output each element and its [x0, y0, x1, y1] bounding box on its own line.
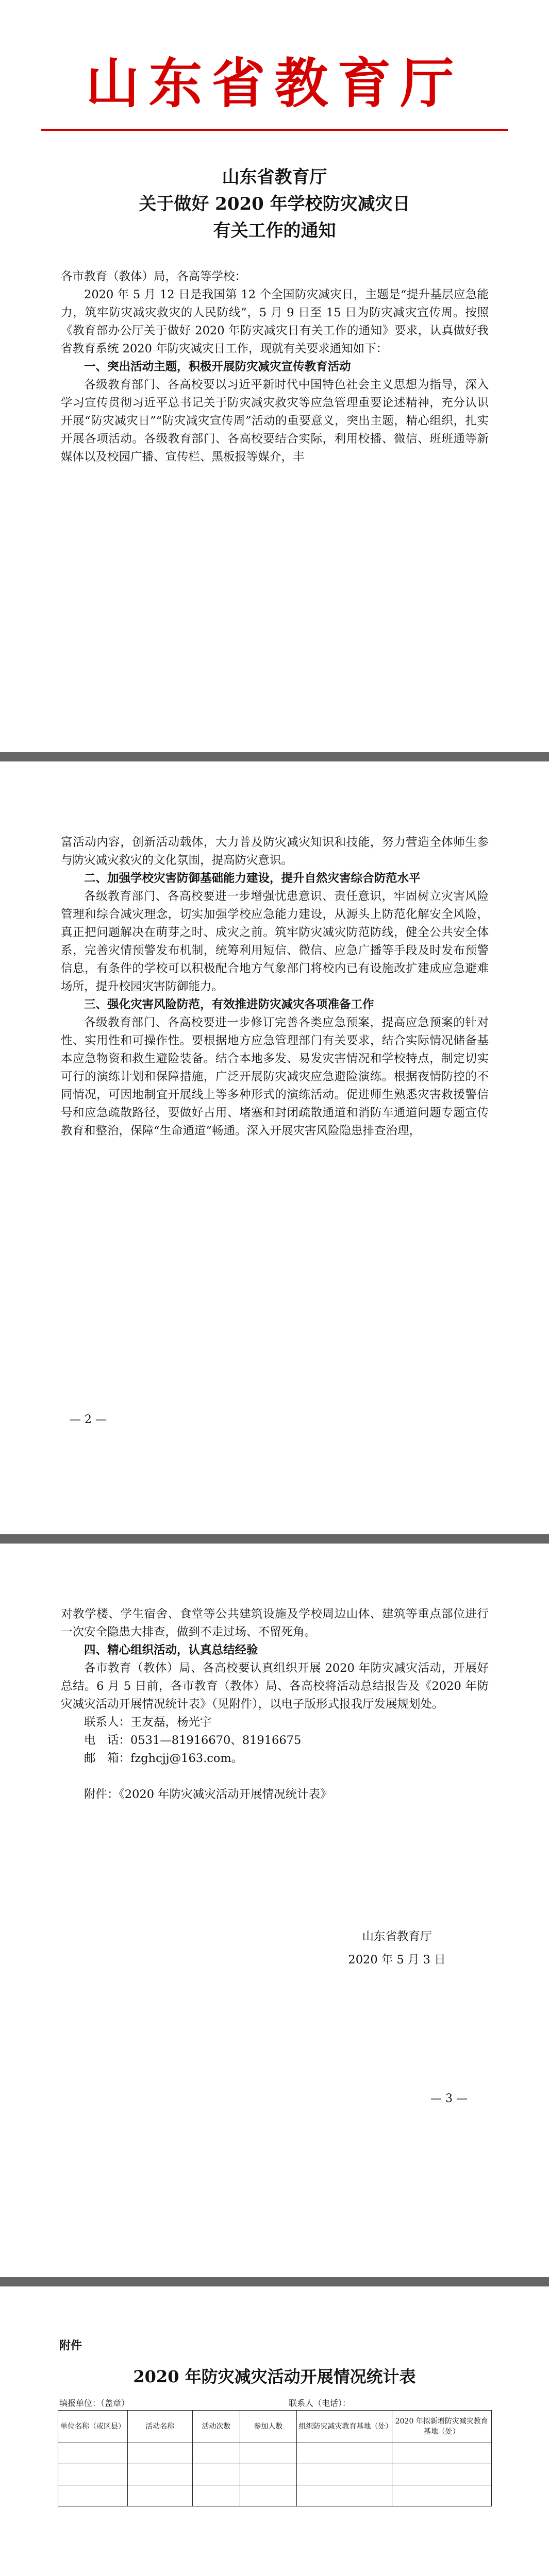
table-row	[58, 2443, 492, 2464]
section-3-heading: 三、强化灾害风险防范，有效推进防灾减灾各项准备工作	[84, 998, 374, 1011]
title-line-1: 山东省教育厅	[222, 167, 327, 188]
section-1-heading: 一、突出活动主题，积极开展防灾减灾宣传教育活动	[84, 360, 351, 374]
fill-contact-label: 联系人（电话）：	[289, 2398, 351, 2408]
table-row	[58, 2485, 492, 2506]
section-4-heading: 四、精心组织活动，认真总结经验	[84, 1643, 258, 1657]
issue-date: 2020 年 5 月 3 日	[348, 1953, 446, 1967]
page-number: — 2 —	[70, 1413, 107, 1426]
table-row	[58, 2464, 492, 2485]
column-header: 组织防灾减灾教育基地（处）	[296, 2411, 392, 2443]
red-divider-line	[41, 129, 508, 131]
statistics-table	[58, 2410, 492, 2506]
annex-label: 附件	[59, 2339, 82, 2352]
intro-paragraph: 2020 年 5 月 12 日是我国第 12 个全国防灾减灾日，主题是“提升基层应急能力，筑牢防灾减灾救灾的人民防线”，5 月 9 日至 15 日为防灾减灾宣传周。按照《教育部办公厅关于做好 2020 年防灾减灾日有关工作的通知》要求，认真做好我省教育系统 2020 年防灾减灾日工作，现就有关要求通知如下：	[61, 288, 489, 355]
column-header: 单位名称（或区县）	[58, 2411, 128, 2443]
document-page-4	[0, 2286, 549, 2576]
document-page-2	[0, 761, 549, 1534]
contact-phone: 电 话：0531—81916670、81916675	[84, 1734, 302, 1747]
column-header: 2020 年拟新增防灾减灾教育基地（处）	[392, 2411, 491, 2443]
annex-title: 2020 年防灾减灾活动开展情况统计表	[133, 2367, 416, 2386]
section-2-heading: 二、加强学校灾害防御基础能力建设，提升自然灾害综合防范水平	[84, 872, 421, 885]
spacer	[61, 1768, 489, 1786]
section-4-body: 各市教育（教体）局、各高校要认真组织开展 2020 年防灾减灾活动，开展好总结。6 月 5 日前，各市教育（教体）局、各高校将活动总结报告及《2020 年防灾减灾活动开展情况统计表》（见附件），以电子版形式报我厅发展规划处。	[61, 1662, 489, 1711]
issuer-signature: 山东省教育厅	[362, 1930, 432, 1943]
contact-email: 邮 箱：fzghcjj@163.com。	[84, 1752, 243, 1765]
attachment-note: 附件：《2020 年防灾减灾活动开展情况统计表》	[84, 1788, 332, 1801]
section-2-body: 各级教育部门、各高校要进一步增强忧患意识、责任意识，牢固树立灾害风险管理和综合减灾理念，切实加强学校应急能力建设，从源头上防范化解安全风险，真正把问题解决在萌芽之时、成灾之前。筑牢防灾减灾防范防线，健全公共安全体系，完善灾情预警发布机制，统筹利用短信、微信、应急广播等手段及时发布预警信息，有条件的学校可以积极配合地方气象部门将校内已有设施改扩建成应急避难场所，提升校园灾害防御能力。	[61, 890, 489, 993]
column-header: 活动名称	[127, 2411, 192, 2443]
title-line-2: 关于做好 2020 年学校防灾减灾日	[139, 194, 410, 214]
table-header-row	[58, 2411, 492, 2443]
page-number: — 3 —	[430, 2092, 468, 2105]
red-masthead: 山东省教育厅	[86, 52, 463, 115]
continued-paragraph: 对教学楼、学生宿舍、食堂等公共建筑设施及学校周边山体、建筑等重点部位进行一次安全隐患大排查，做到不走过场、不留死角。	[61, 1607, 489, 1639]
document-title	[0, 164, 549, 244]
page-3-body	[61, 1605, 489, 1804]
title-line-3: 有关工作的通知	[213, 221, 336, 241]
continued-paragraph: 富活动内容，创新活动载体，大力普及防灾减灾知识和技能，努力营造全体师生参与防灾减灾救灾的文化氛围，提高防灾意识。	[61, 836, 489, 867]
document-page-1	[0, 0, 549, 752]
column-header: 参加人数	[240, 2411, 296, 2443]
fill-unit-label: 填报单位：（盖章）	[59, 2398, 130, 2408]
contact-person: 联系人：王友磊，杨光宇	[84, 1716, 212, 1729]
page-2-body	[61, 834, 489, 1140]
section-1-body: 各级教育部门、各高校要以习近平新时代中国特色社会主义思想为指导，深入学习宣传贯彻习近平总书记关于防灾减灾救灾等应急管理重要论述精神，充分认识开展“防灾减灾日”“防灾减灾宣传周”活动的重要意义，突出主题，精心组织，扎实开展各项活动。各级教育部门、各高校要结合实际，利用校播、微信、班班通等新媒体以及校园广播、宣传栏、黑板报等媒介，丰	[61, 378, 489, 464]
page-1-body	[61, 268, 489, 466]
column-header: 活动次数	[192, 2411, 240, 2443]
addressee: 各市教育（教体）局，各高等学校：	[61, 270, 247, 283]
document-page-3	[0, 1544, 549, 2277]
section-3-body: 各级教育部门、各高校要进一步修订完善各类应急预案，提高应急预案的针对性、实用性和可操作性。要根据地方应急管理部门有关要求，结合实际情况储备基本应急物资和救生避险装备。结合本地多发、易发灾害情况和学校特点，制定切实可行的演练计划和保障措施，广泛开展防灾减灾应急避险演练。根据夜情防控的不同情况，可因地制宜开展线上等多种形式的演练活动。促进师生熟悉灾害救援警信号和应急疏散路径，要做好占用、堵塞和封闭疏散通道和消防车通道问题专题宣传教育和整治，保障“生命通道”畅通。深入开展灾害风险隐患排查治理，	[61, 1016, 489, 1138]
